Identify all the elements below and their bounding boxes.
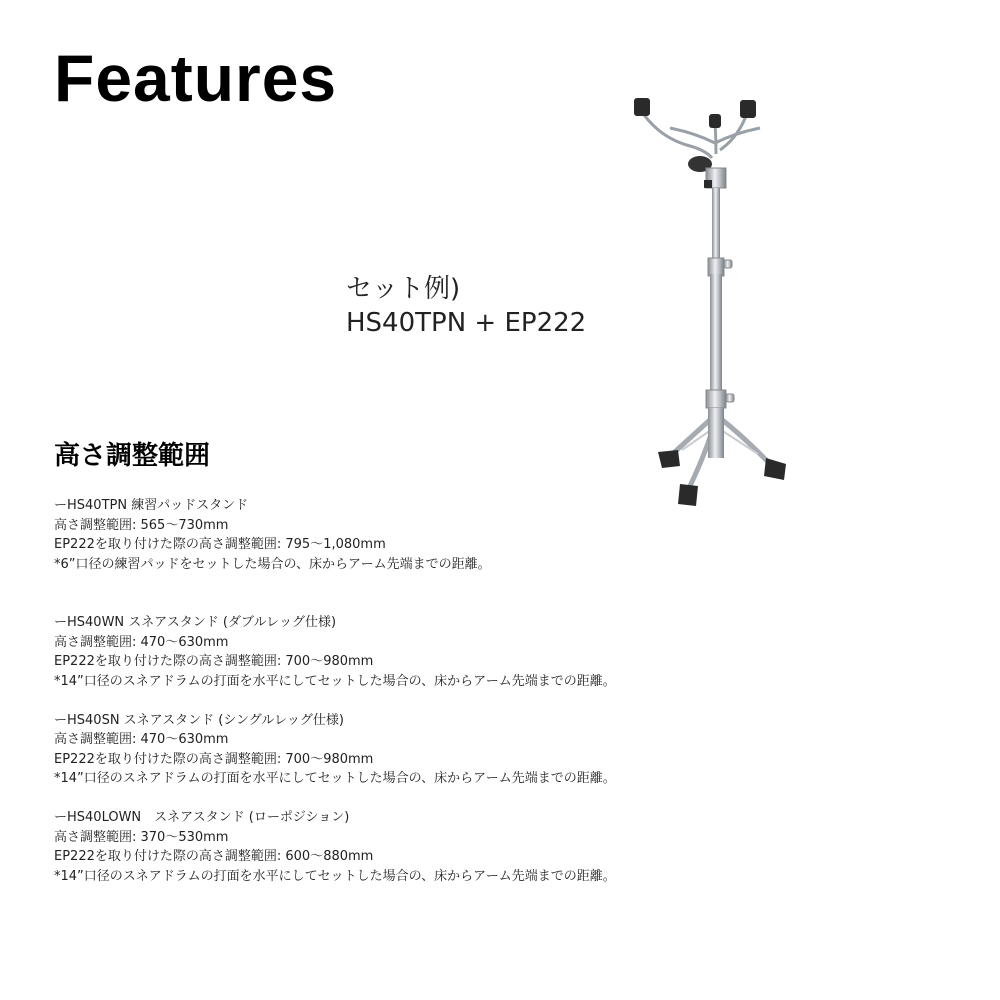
arm-tip-center [709,114,721,128]
spec-model: ーHS40WN スネアスタンド (ダブルレッグ仕様) [54,615,337,630]
rubber-foot-right [764,458,786,480]
rubber-foot-left [658,450,680,468]
specs-list [54,496,954,886]
page-title: Features [54,41,338,115]
spec-note: *14”口径のスネアドラムの打面を水平にしてセットした場合の、床からアーム先端までの距離。 [54,868,616,884]
spec-block-hs40lown [54,808,954,886]
spec-ep222-range: EP222を取り付けた際の高さ調整範囲: 600〜880mm [54,849,374,864]
spec-ep222-range: EP222を取り付けた際の高さ調整範囲: 700〜980mm [54,654,374,669]
spec-range: 高さ調整範囲: 470〜630mm [54,634,229,650]
spec-note: *6”口径の練習パッドをセットした場合の、床からアーム先端までの距離。 [54,556,491,572]
spec-model: ーHS40TPN 練習パッドスタンド [54,498,249,513]
spec-ep222-range: EP222を取り付けた際の高さ調整範囲: 795〜1,080mm [54,537,386,552]
set-example-caption [346,272,586,340]
section-heading: 高さ調整範囲 [54,441,211,471]
spec-block-hs40sn [54,711,954,789]
spec-model: ーHS40LOWN スネアスタンド (ローポジション) [54,810,350,825]
spec-note: *14”口径のスネアドラムの打面を水平にしてセットした場合の、床からアーム先端までの距離。 [54,771,616,786]
caption-line-1: セット例) [346,274,461,304]
spec-range: 高さ調整範囲: 565〜730mm [54,517,229,533]
lower-tube [710,274,722,394]
spec-block-hs40wn [54,613,954,691]
tripod-joint [706,390,726,408]
arm-tip-right [740,100,756,118]
snare-stand-image [620,88,810,518]
caption-line-2: HS40TPN + EP222 [346,308,587,338]
spec-range: 高さ調整範囲: 470〜630mm [54,732,229,747]
arm-tip-left [634,98,650,116]
spec-range: 高さ調整範囲: 370〜530mm [54,829,229,845]
spec-model: ーHS40SN スネアスタンド (シングルレッグ仕様) [54,712,345,728]
spec-note: *14”口径のスネアドラムの打面を水平にしてセットした場合の、床からアーム先端までの距離。 [54,673,616,689]
spec-ep222-range: EP222を取り付けた際の高さ調整範囲: 700〜980mm [54,751,374,767]
height-clamp [708,258,724,276]
upper-tube [712,188,720,268]
spec-block-hs40tpn [54,496,954,574]
